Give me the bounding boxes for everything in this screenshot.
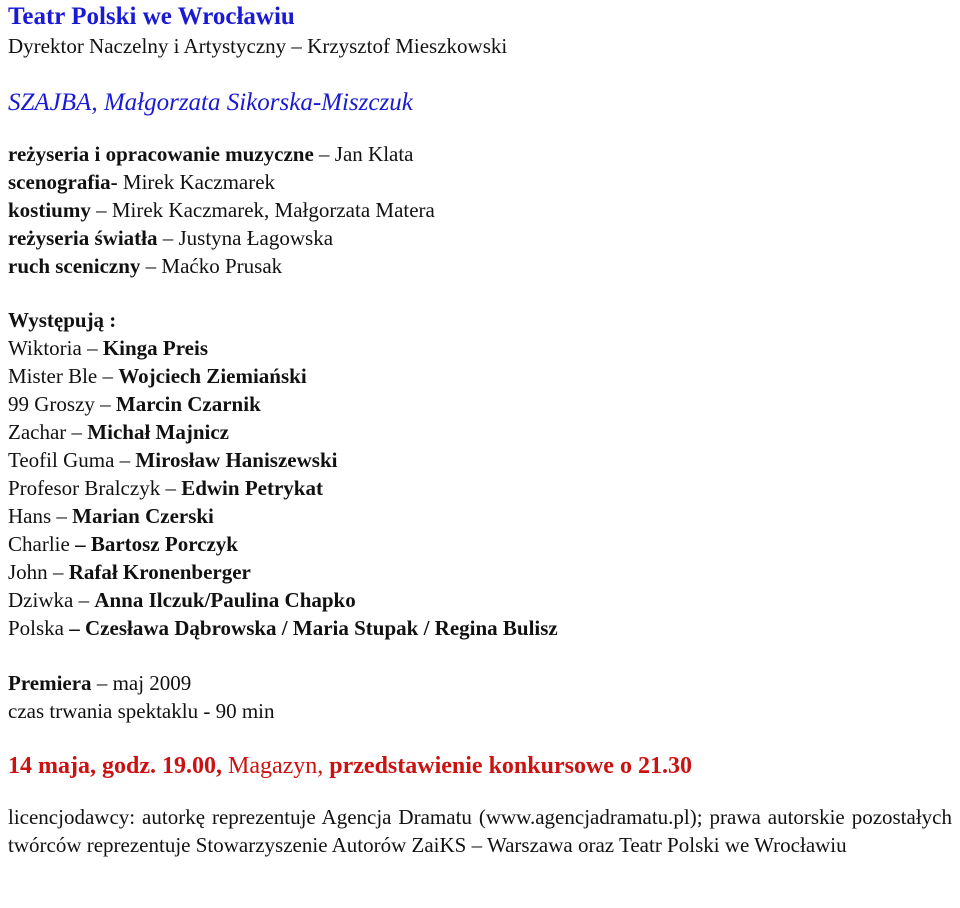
credit-role: reżyseria i opracowanie muzyczne bbox=[8, 142, 314, 166]
character-name: Polska bbox=[8, 616, 65, 640]
actor-name: Anna Ilczuk/Paulina Chapko bbox=[94, 588, 356, 612]
credit-separator: – bbox=[90, 198, 112, 222]
theatre-name: Teatr Polski we Wrocławiu bbox=[8, 3, 295, 30]
cast-separator: – bbox=[66, 420, 88, 444]
actor-name: Rafał Kronenberger bbox=[68, 560, 251, 584]
cast-row bbox=[8, 586, 952, 614]
credit-row bbox=[8, 196, 952, 224]
show-venue: Magazyn, bbox=[221, 753, 330, 779]
premiere-label: Premiera bbox=[8, 671, 92, 695]
character-name: Zachar bbox=[8, 420, 67, 444]
cast-row bbox=[8, 390, 952, 418]
actor-name: Mirosław Haniszewski bbox=[135, 448, 338, 472]
character-name: Profesor Bralczyk bbox=[8, 476, 161, 500]
actor-name: Bartosz Porczyk bbox=[90, 532, 238, 556]
character-name: Wiktoria bbox=[8, 336, 82, 360]
cast-row bbox=[8, 362, 952, 390]
actor-name: Marcin Czarnik bbox=[115, 392, 261, 416]
actor-name: Edwin Petrykat bbox=[181, 476, 323, 500]
credit-role: scenografia- bbox=[8, 170, 118, 194]
character-name: John bbox=[8, 560, 48, 584]
credit-row bbox=[8, 168, 952, 196]
cast-heading-text: Występują : bbox=[8, 308, 117, 332]
director-line: Dyrektor Naczelny i Artystyczny – Krzysztof Mieszkowski bbox=[8, 34, 508, 58]
premiere-line bbox=[8, 669, 952, 697]
cast-separator: – bbox=[81, 336, 103, 360]
credit-person: Justyna Łagowska bbox=[178, 226, 334, 250]
credit-person: Maćko Prusak bbox=[161, 254, 283, 278]
actor-name: Marian Czerski bbox=[72, 504, 214, 528]
credit-role: reżyseria światła bbox=[8, 226, 158, 250]
play-title: SZAJBA, Małgorzata Sikorska-Miszczuk bbox=[8, 89, 413, 116]
actor-name: Michał Majnicz bbox=[87, 420, 230, 444]
credit-person: Mirek Kaczmarek bbox=[122, 170, 276, 194]
cast-separator: – bbox=[97, 364, 119, 388]
character-name: Mister Ble bbox=[8, 364, 98, 388]
character-name: Teofil Guma bbox=[8, 448, 115, 472]
credit-separator: – bbox=[140, 254, 162, 278]
cast-separator: – bbox=[160, 476, 182, 500]
cast-row bbox=[8, 446, 952, 474]
credit-person: Jan Klata bbox=[334, 142, 414, 166]
actor-name: Wojciech Ziemiański bbox=[118, 364, 307, 388]
cast-row bbox=[8, 418, 952, 446]
cast-separator: – bbox=[114, 448, 136, 472]
cast-separator: – bbox=[69, 532, 91, 556]
show-competition: przedstawienie konkursowe o 21.30 bbox=[329, 753, 692, 779]
cast-separator: – bbox=[94, 392, 116, 416]
cast-separator: – bbox=[73, 588, 95, 612]
cast-list bbox=[8, 334, 952, 642]
credit-separator: – bbox=[157, 226, 179, 250]
credit-separator: – bbox=[313, 142, 335, 166]
license-block bbox=[8, 803, 952, 859]
character-name: Charlie bbox=[8, 532, 70, 556]
cast-row bbox=[8, 558, 952, 586]
character-name: Dziwka bbox=[8, 588, 74, 612]
character-name: Hans bbox=[8, 504, 52, 528]
actor-name: Kinga Preis bbox=[102, 336, 209, 360]
credits-list bbox=[8, 140, 952, 280]
cast-separator: – bbox=[64, 616, 86, 640]
credit-row bbox=[8, 140, 952, 168]
cast-separator: – bbox=[51, 504, 73, 528]
cast-row bbox=[8, 530, 952, 558]
credit-row bbox=[8, 252, 952, 280]
cast-row bbox=[8, 474, 952, 502]
credit-row bbox=[8, 224, 952, 252]
license-text: licencjodawcy: autorkę reprezentuje Agencja Dramatu (www.agencjadramatu.pl); prawa autorskie pozostałych twórców reprezentuje Stowarzyszenie Autorów ZaiKS – Warszawa oraz Teatr Polski we Wrocławiu bbox=[8, 805, 952, 857]
character-name: 99 Groszy bbox=[8, 392, 95, 416]
premiere-separator: – bbox=[91, 671, 113, 695]
show-line bbox=[8, 751, 952, 781]
cast-row bbox=[8, 502, 952, 530]
credit-role: kostiumy bbox=[8, 198, 91, 222]
cast-heading bbox=[8, 306, 952, 334]
actor-name: Czesława Dąbrowska / Maria Stupak / Regina Bulisz bbox=[85, 616, 558, 640]
cast-row bbox=[8, 334, 952, 362]
document-page bbox=[0, 2, 960, 859]
credit-person: Mirek Kaczmarek, Małgorzata Matera bbox=[111, 198, 435, 222]
cast-separator: – bbox=[47, 560, 69, 584]
cast-row bbox=[8, 614, 952, 642]
duration-line: czas trwania spektaklu - 90 min bbox=[8, 699, 275, 723]
premiere-date: maj 2009 bbox=[112, 671, 192, 695]
show-date-time: 14 maja, godz. 19.00, bbox=[8, 753, 222, 779]
credit-role: ruch sceniczny bbox=[8, 254, 141, 278]
